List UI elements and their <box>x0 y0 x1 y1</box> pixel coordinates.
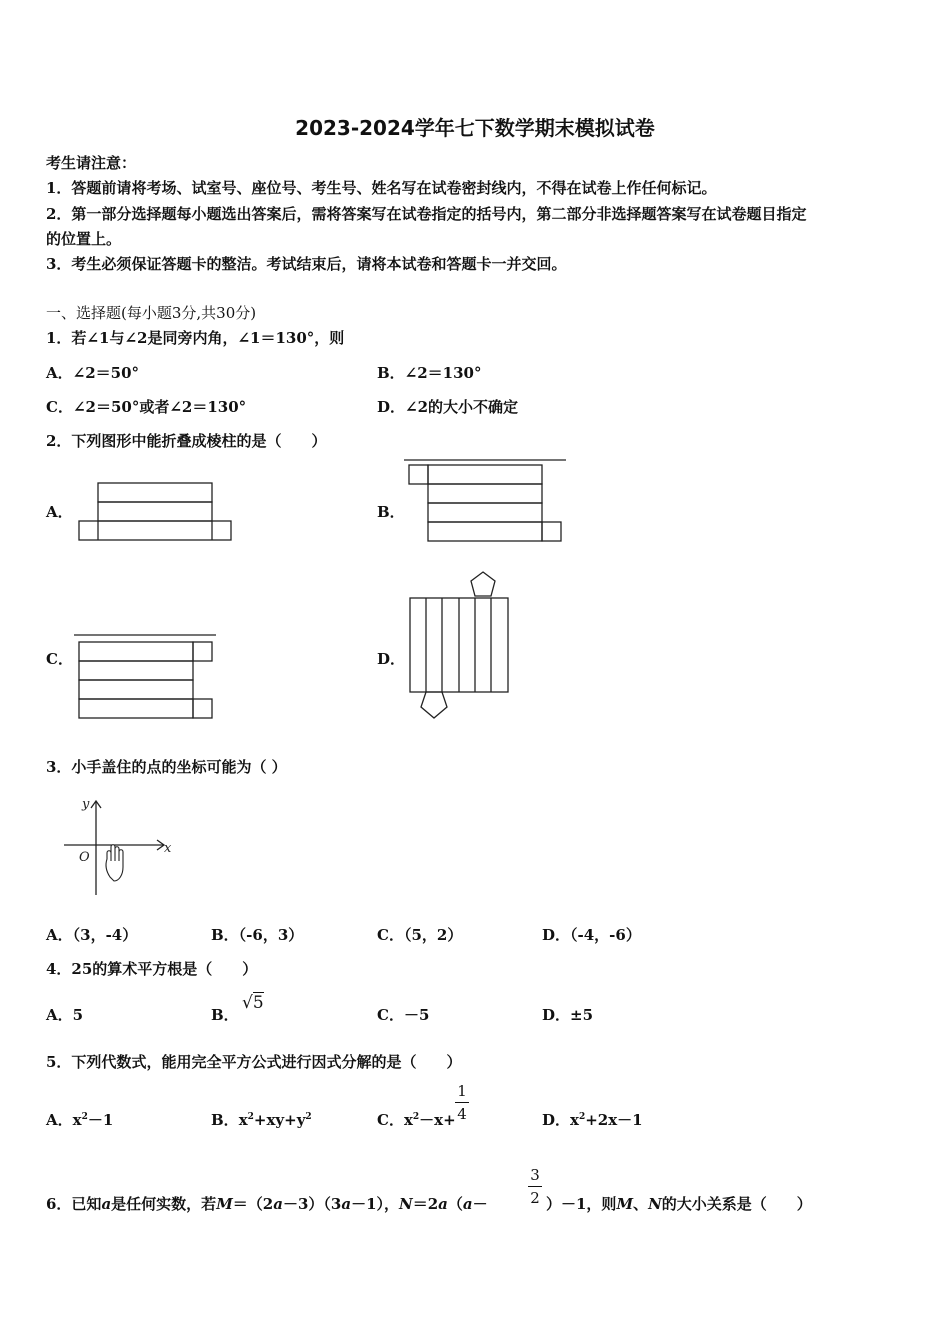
q5-c-rest: －x+ <box>419 1111 456 1129</box>
q5-d-exp: 2 <box>578 1112 586 1122</box>
q4-sqrt-expression <box>242 993 264 1013</box>
page-title: 2023-2024学年七下数学期末模拟试卷 <box>295 116 655 140</box>
q5-a-exp: 2 <box>81 1112 88 1122</box>
q5-c-exp: 2 <box>412 1112 420 1122</box>
q2-option-a[interactable]: A． <box>46 503 73 521</box>
q3-origin-label: O <box>79 850 90 865</box>
q5-b-exp2: 2 <box>305 1112 312 1122</box>
q5-c-numerator: 1 <box>457 1082 467 1100</box>
q3-axis-x-label: x <box>164 841 172 856</box>
q5-option-c[interactable] <box>377 1109 456 1130</box>
q3-coordinate-plane <box>60 795 180 900</box>
q5-b-exp: 2 <box>247 1112 254 1122</box>
q4-option-d[interactable]: D．±5 <box>542 1006 594 1024</box>
q5-d-rest: +2x－1 <box>585 1111 643 1129</box>
q6-fraction <box>528 1166 542 1207</box>
q6-stem-part1: 6．已知a是任何实数，若M＝（2a－3）（3a－1），N＝2a（a－ <box>46 1195 488 1213</box>
q1-option-a[interactable]: A．∠2＝50° <box>46 364 140 382</box>
q5-a-base: x <box>72 1111 82 1129</box>
hand-icon <box>106 845 123 881</box>
notice-item-1: 1．答题前请将考场、试室号、座位号、考生号、姓名写在试卷密封线内，不得在试卷上作任何标记。 <box>46 179 717 197</box>
q5-option-a[interactable] <box>46 1109 113 1130</box>
section-heading: 一、选择题(每小题3分,共30分) <box>46 304 257 322</box>
q4-stem: 4．25的算术平方根是（ ） <box>46 960 258 978</box>
q3-option-d[interactable]: D．（-4，-6） <box>542 926 641 944</box>
q3-stem: 3．小手盖住的点的坐标可能为（ ） <box>46 758 287 776</box>
q5-c-base: x <box>403 1111 413 1129</box>
q5-c-fraction <box>455 1082 469 1123</box>
q1-option-b[interactable]: B．∠2＝130° <box>377 364 482 382</box>
q5-d-label: D． <box>542 1111 571 1129</box>
q6-denominator: 2 <box>530 1189 540 1207</box>
q5-b-mid: +xy+y <box>253 1111 306 1129</box>
q2-option-b[interactable]: B． <box>377 503 405 521</box>
q5-c-denominator: 4 <box>457 1105 467 1123</box>
q5-c-label: C． <box>377 1111 404 1129</box>
q2-stem: 2．下列图形中能折叠成棱柱的是（ ） <box>46 432 327 450</box>
q1-option-c[interactable]: C．∠2＝50°或者∠2＝130° <box>46 398 247 416</box>
q3-option-a[interactable]: A．（3，-4） <box>46 926 138 944</box>
q2-figure-c <box>74 633 219 723</box>
q5-b-label: B． <box>211 1111 239 1129</box>
q3-option-c[interactable]: C．（5，2） <box>377 926 463 944</box>
sqrt-symbol-icon: √ <box>242 993 253 1013</box>
q5-d-base: x <box>570 1111 579 1129</box>
notice-item-2: 2．第一部分选择题每小题选出答案后，需将答案写在试卷指定的括号内，第二部分非选择题答案写在试卷题目指定 <box>46 205 807 223</box>
q5-option-d[interactable] <box>542 1109 643 1130</box>
q4-option-c[interactable]: C．－5 <box>377 1006 430 1024</box>
q3-option-b[interactable]: B．（-6，3） <box>211 926 304 944</box>
q1-option-d[interactable]: D．∠2的大小不确定 <box>377 398 519 416</box>
q5-a-rest: －1 <box>87 1111 114 1129</box>
q4-option-a[interactable]: A．5 <box>46 1006 84 1024</box>
notice-item-3: 3．考生必须保证答题卡的整洁。考试结束后，请将本试卷和答题卡一并交回。 <box>46 255 567 273</box>
q3-axis-y-label: y <box>82 797 90 812</box>
notice-item-2-cont: 的位置上。 <box>46 230 122 248</box>
notice-heading: 考生请注意： <box>46 154 137 172</box>
q4-radicand: 5 <box>252 993 264 1013</box>
q2-figure-a <box>78 482 233 542</box>
q5-b-base: x <box>238 1111 248 1129</box>
q5-a-label: A． <box>46 1111 73 1129</box>
q2-figure-b <box>404 458 569 544</box>
q2-figure-d <box>405 570 513 722</box>
q4-option-b[interactable]: B． <box>211 1006 239 1024</box>
q1-stem: 1．若∠1与∠2是同旁内角，∠1＝130°，则 <box>46 329 345 347</box>
q5-stem: 5．下列代数式，能用完全平方公式进行因式分解的是（ ） <box>46 1053 462 1071</box>
q5-option-b[interactable] <box>211 1109 312 1130</box>
q6-stem-part2: ）－1，则M、N的大小关系是（ ） <box>546 1195 812 1213</box>
q2-option-d[interactable]: D． <box>377 650 406 668</box>
q6-numerator: 3 <box>530 1166 540 1184</box>
q2-option-c[interactable]: C． <box>46 650 73 668</box>
